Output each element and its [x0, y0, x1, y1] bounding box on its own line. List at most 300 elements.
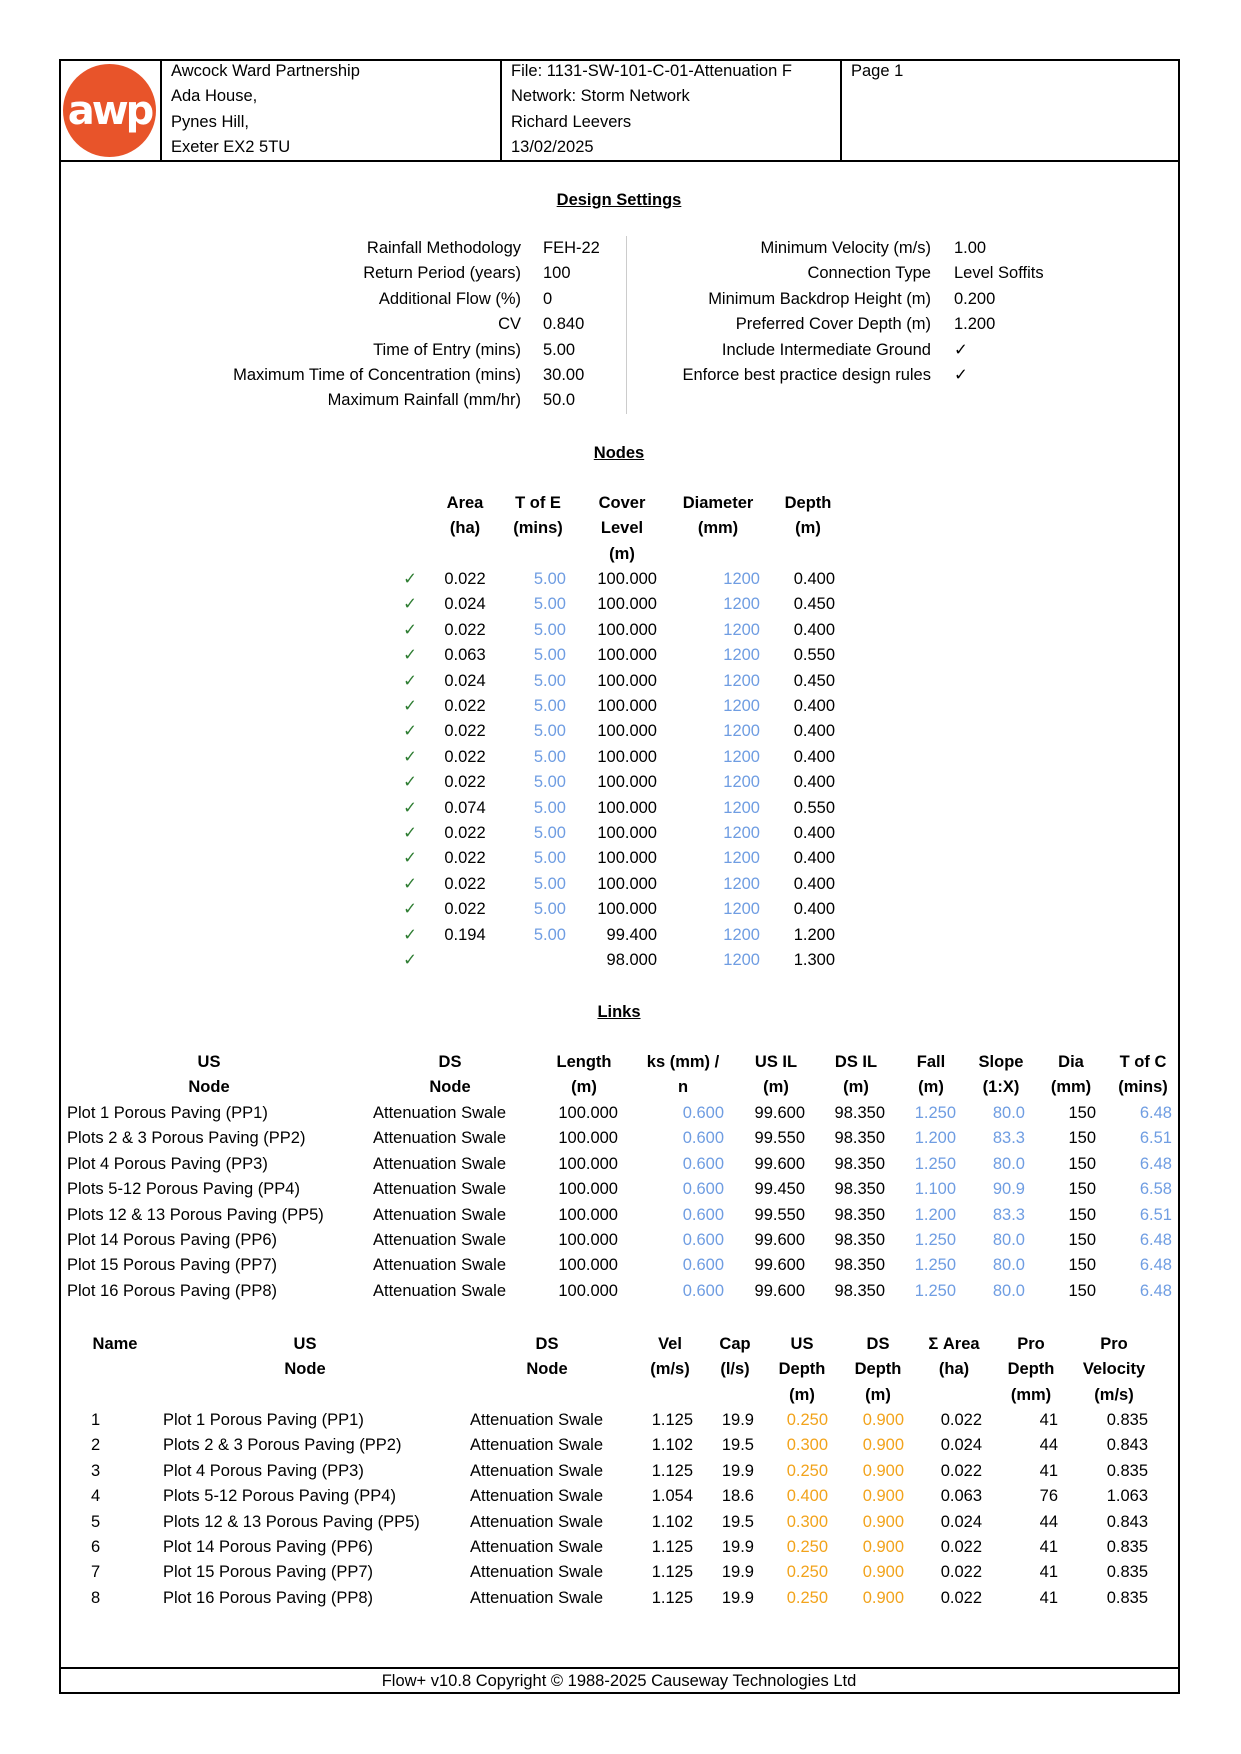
link-result-cell: 1	[91, 1411, 101, 1429]
setting-label: Maximum Rainfall (mm/hr)	[327, 391, 521, 410]
link-cell: Attenuation Swale	[373, 1180, 507, 1199]
link-result-cell: 0.835	[1106, 1538, 1148, 1556]
link-result-cell: 0.250	[786, 1538, 828, 1556]
check-icon: ✓	[403, 570, 417, 588]
link-cell: 150	[1068, 1281, 1096, 1300]
links2-header: Node	[284, 1360, 326, 1379]
node-cell: 1200	[723, 570, 760, 588]
node-cell: 0.022	[444, 824, 486, 842]
node-cell: 5.00	[533, 773, 566, 792]
check-icon: ✓	[403, 722, 417, 741]
link-result-cell: 76	[1039, 1487, 1058, 1506]
link-cell: 0.600	[682, 1154, 724, 1173]
links2-header: DS	[866, 1335, 890, 1353]
links2-header: Σ Area	[928, 1335, 980, 1353]
link-cell: 1.250	[914, 1154, 956, 1173]
links-header: Slope	[978, 1053, 1024, 1071]
node-cell: 0.074	[444, 798, 486, 817]
nodes-header: Cover	[598, 494, 646, 512]
node-cell: 0.022	[444, 747, 486, 766]
link-cell: 80.0	[992, 1231, 1025, 1249]
links2-header: Velocity	[1082, 1360, 1146, 1379]
link-cell: 150	[1068, 1154, 1096, 1173]
check-icon: ✓	[403, 951, 417, 969]
node-cell: 1.200	[793, 925, 835, 944]
node-cell: 0.022	[444, 900, 486, 919]
link-cell: 0.600	[682, 1129, 724, 1148]
link-cell: 99.450	[754, 1180, 805, 1199]
header-col-divider	[160, 59, 162, 161]
link-cell: Attenuation Swale	[373, 1154, 507, 1173]
setting-value: FEH-22	[543, 239, 600, 257]
links2-header: Name	[92, 1335, 138, 1353]
node-cell: 100.000	[597, 747, 657, 766]
node-cell: 5.00	[533, 722, 566, 741]
node-cell: 0.450	[793, 671, 835, 690]
link-cell: 80.0	[992, 1154, 1025, 1173]
link-cell: 99.600	[754, 1231, 805, 1249]
link-result-cell: 1.125	[651, 1538, 693, 1556]
node-cell: 1200	[723, 849, 760, 868]
links2-header: (m)	[789, 1385, 815, 1404]
link-result-cell: Plot 14 Porous Paving (PP6)	[163, 1538, 374, 1556]
link-cell: 83.3	[992, 1129, 1025, 1148]
node-cell: 100.000	[597, 595, 657, 614]
link-result-cell: Plot 4 Porous Paving (PP3)	[163, 1461, 364, 1480]
setting-value: 100	[543, 264, 571, 283]
link-cell: 150	[1068, 1231, 1096, 1249]
node-cell: 0.400	[793, 697, 835, 715]
node-cell: 100.000	[597, 671, 657, 690]
link-result-cell: Attenuation Swale	[470, 1461, 604, 1480]
setting-label: Return Period (years)	[363, 264, 521, 283]
node-cell: 0.400	[793, 773, 835, 792]
links-header: (mm)	[1050, 1078, 1092, 1097]
link-result-cell: Plots 2 & 3 Porous Paving (PP2)	[163, 1436, 402, 1455]
node-cell: 5.00	[533, 900, 566, 919]
link-cell: Attenuation Swale	[373, 1205, 507, 1224]
link-cell: 98.350	[834, 1154, 885, 1173]
links2-header: (ha)	[938, 1360, 970, 1379]
link-result-cell: 0.250	[786, 1563, 828, 1582]
setting-label: Preferred Cover Depth (m)	[735, 315, 931, 334]
link-cell: 150	[1068, 1180, 1096, 1199]
check-icon: ✓	[403, 824, 417, 842]
node-cell: 5.00	[533, 646, 566, 665]
link-result-cell: 0.900	[862, 1512, 904, 1531]
node-cell: 5.00	[533, 747, 566, 766]
link-result-cell: Attenuation Swale	[470, 1436, 604, 1455]
node-cell: 1200	[723, 773, 760, 792]
link-result-cell: Plot 16 Porous Paving (PP8)	[163, 1588, 374, 1607]
link-result-cell: 1.125	[651, 1563, 693, 1582]
link-cell: 1.250	[914, 1256, 956, 1275]
node-cell: 0.400	[793, 874, 835, 893]
link-result-cell: 1.102	[651, 1512, 693, 1531]
node-cell: 5.00	[533, 925, 566, 944]
node-cell: 1200	[723, 620, 760, 639]
links2-header: DS	[535, 1335, 559, 1353]
link-cell: 0.600	[682, 1180, 724, 1199]
link-result-cell: 0.300	[786, 1512, 828, 1531]
link-cell: 99.600	[754, 1256, 805, 1275]
links2-header: Cap	[719, 1335, 751, 1353]
link-cell: 6.51	[1139, 1205, 1172, 1224]
links2-header: Pro	[1017, 1335, 1045, 1353]
node-cell: 0.400	[793, 722, 835, 741]
link-result-cell: 7	[91, 1563, 101, 1582]
node-cell: 100.000	[597, 570, 657, 588]
link-cell: 100.000	[558, 1104, 618, 1122]
links-header: (m)	[763, 1078, 789, 1097]
link-cell: 0.600	[682, 1104, 724, 1122]
link-cell: 98.350	[834, 1129, 885, 1148]
node-cell: 1200	[723, 595, 760, 614]
logo-text: awp	[67, 87, 152, 134]
node-cell: 0.024	[444, 671, 486, 690]
node-cell: 0.022	[444, 570, 486, 588]
link-cell: 99.550	[754, 1129, 805, 1148]
links-header: Node	[188, 1078, 230, 1097]
link-cell: 99.550	[754, 1205, 805, 1224]
header-col-divider	[500, 59, 502, 161]
check-icon: ✓	[403, 874, 417, 893]
link-result-cell: 0.900	[862, 1411, 904, 1429]
node-cell: 0.450	[793, 595, 835, 614]
link-result-cell: 0.900	[862, 1538, 904, 1556]
links-header: (m)	[571, 1078, 597, 1097]
check-icon: ✓	[403, 773, 417, 792]
link-result-cell: 0.400	[786, 1487, 828, 1506]
nodes-header: T of E	[515, 494, 561, 512]
node-cell: 5.00	[533, 697, 566, 715]
links2-header: Node	[526, 1360, 568, 1379]
node-cell: 0.022	[444, 620, 486, 639]
link-result-cell: 1.063	[1106, 1487, 1148, 1506]
link-result-cell: 0.835	[1106, 1411, 1148, 1429]
link-cell: Plots 12 & 13 Porous Paving (PP5)	[67, 1205, 324, 1224]
links-header: n	[677, 1078, 689, 1097]
node-cell: 100.000	[597, 824, 657, 842]
links-header: ks (mm) /	[646, 1053, 720, 1071]
link-result-cell: 0.022	[940, 1538, 982, 1556]
node-cell: 0.400	[793, 570, 835, 588]
check-icon: ✓	[403, 620, 417, 639]
nodes-header: (m)	[609, 544, 635, 563]
link-result-cell: 0.900	[862, 1436, 904, 1455]
node-cell: 0.022	[444, 874, 486, 893]
link-cell: 98.350	[834, 1281, 885, 1300]
links2-header: (m)	[865, 1385, 891, 1404]
link-result-cell: 0.900	[862, 1588, 904, 1607]
link-cell: 100.000	[558, 1129, 618, 1148]
setting-value: 0	[543, 289, 553, 308]
node-cell: 0.550	[793, 798, 835, 817]
link-result-cell: 1.125	[651, 1588, 693, 1607]
node-cell: 1.300	[793, 951, 835, 969]
link-cell: 83.3	[992, 1205, 1025, 1224]
file-info-line: Network: Storm Network	[511, 87, 690, 106]
setting-label: Minimum Backdrop Height (m)	[708, 289, 931, 308]
node-cell: 1200	[723, 646, 760, 665]
links-header: (m)	[843, 1078, 869, 1097]
link-cell: 0.600	[682, 1281, 724, 1300]
link-result-cell: 19.9	[721, 1588, 754, 1607]
setting-label: CV	[498, 315, 521, 334]
setting-value: ✓	[954, 340, 968, 359]
link-cell: 1.250	[914, 1281, 956, 1300]
link-cell: 98.350	[834, 1180, 885, 1199]
link-cell: 80.0	[992, 1256, 1025, 1275]
setting-value: 50.0	[543, 391, 576, 410]
link-result-cell: 19.9	[721, 1538, 754, 1556]
setting-label: Minimum Velocity (m/s)	[760, 239, 931, 257]
link-result-cell: 0.250	[786, 1461, 828, 1480]
check-icon: ✓	[403, 671, 417, 690]
link-cell: 98.350	[834, 1205, 885, 1224]
link-result-cell: Attenuation Swale	[470, 1487, 604, 1506]
links2-header: Depth	[778, 1360, 826, 1379]
setting-label: Connection Type	[807, 264, 931, 283]
awp-logo	[63, 64, 156, 157]
link-cell: 6.48	[1139, 1256, 1172, 1275]
link-cell: 100.000	[558, 1231, 618, 1249]
node-cell: 5.00	[533, 874, 566, 893]
link-cell: 98.350	[834, 1231, 885, 1249]
link-result-cell: 44	[1039, 1512, 1058, 1531]
link-cell: 1.200	[914, 1129, 956, 1148]
link-result-cell: Plot 1 Porous Paving (PP1)	[163, 1411, 364, 1429]
check-icon: ✓	[403, 646, 417, 665]
node-cell: 1200	[723, 722, 760, 741]
node-cell: 5.00	[533, 620, 566, 639]
link-result-cell: Plot 15 Porous Paving (PP7)	[163, 1563, 374, 1582]
link-cell: 90.9	[992, 1180, 1025, 1199]
link-cell: 0.600	[682, 1231, 724, 1249]
setting-value: 30.00	[543, 366, 585, 384]
link-cell: 100.000	[558, 1180, 618, 1199]
link-cell: Attenuation Swale	[373, 1256, 507, 1275]
link-result-cell: 0.022	[940, 1411, 982, 1429]
company-line: Awcock Ward Partnership	[171, 62, 360, 80]
link-result-cell: 5	[91, 1512, 101, 1531]
setting-value: Level Soffits	[954, 264, 1044, 283]
link-result-cell: 0.900	[862, 1487, 904, 1506]
link-result-cell: 41	[1039, 1563, 1058, 1582]
link-cell: 150	[1068, 1205, 1096, 1224]
company-line: Exeter EX2 5TU	[171, 138, 291, 157]
node-cell: 100.000	[597, 646, 657, 665]
node-cell: 0.400	[793, 824, 835, 842]
node-cell: 100.000	[597, 900, 657, 919]
node-cell: 100.000	[597, 874, 657, 893]
links2-header: US	[293, 1335, 317, 1353]
nodes-header: Diameter	[682, 494, 754, 512]
node-cell: 1200	[723, 900, 760, 919]
check-icon: ✓	[403, 595, 417, 614]
company-line: Pynes Hill,	[171, 112, 249, 131]
setting-value: 5.00	[543, 340, 576, 359]
link-result-cell: 0.024	[940, 1436, 982, 1455]
node-cell: 0.194	[444, 925, 486, 944]
link-result-cell: 41	[1039, 1461, 1058, 1480]
link-result-cell: 1.102	[651, 1436, 693, 1455]
link-cell: 6.58	[1139, 1180, 1172, 1199]
links2-header: Pro	[1100, 1335, 1128, 1353]
links2-header: US	[790, 1335, 814, 1353]
link-result-cell: 1.054	[651, 1487, 693, 1506]
links2-header: Vel	[658, 1335, 682, 1353]
link-result-cell: 19.9	[721, 1563, 754, 1582]
link-result-cell: 19.9	[721, 1461, 754, 1480]
node-cell: 1200	[723, 925, 760, 944]
link-result-cell: 0.250	[786, 1588, 828, 1607]
links-header: US	[197, 1053, 221, 1071]
links-header: US IL	[754, 1053, 798, 1071]
link-result-cell: 6	[91, 1538, 101, 1556]
node-cell: 5.00	[533, 570, 566, 588]
node-cell: 0.400	[793, 747, 835, 766]
link-cell: 80.0	[992, 1281, 1025, 1300]
link-cell: Attenuation Swale	[373, 1104, 507, 1122]
footer-copyright: Flow+ v10.8 Copyright © 1988-2025 Causeway Technologies Ltd	[381, 1672, 857, 1690]
nodes-header: (mins)	[513, 519, 563, 538]
node-cell: 5.00	[533, 824, 566, 842]
page-number: Page 1	[851, 62, 904, 80]
node-cell: 1200	[723, 874, 760, 893]
link-result-cell: Plots 12 & 13 Porous Paving (PP5)	[163, 1512, 420, 1531]
link-cell: Plot 16 Porous Paving (PP8)	[67, 1281, 278, 1300]
nodes-header: (ha)	[449, 519, 481, 538]
link-cell: 1.250	[914, 1104, 956, 1122]
node-cell: 0.400	[793, 900, 835, 919]
node-cell: 0.022	[444, 773, 486, 792]
node-cell: 5.00	[533, 798, 566, 817]
check-icon: ✓	[403, 925, 417, 944]
link-result-cell: Attenuation Swale	[470, 1588, 604, 1607]
settings-divider	[626, 236, 627, 414]
link-result-cell: Attenuation Swale	[470, 1411, 604, 1429]
link-result-cell: 19.9	[721, 1411, 754, 1429]
links-header: (1:X)	[982, 1078, 1020, 1097]
setting-label: Additional Flow (%)	[378, 289, 521, 308]
node-cell: 1200	[723, 798, 760, 817]
link-result-cell: 0.063	[940, 1487, 982, 1506]
link-result-cell: 41	[1039, 1411, 1058, 1429]
link-cell: Attenuation Swale	[373, 1129, 507, 1148]
link-cell: Plot 14 Porous Paving (PP6)	[67, 1231, 278, 1249]
link-result-cell: 4	[91, 1487, 101, 1506]
file-info-line: 13/02/2025	[511, 138, 594, 157]
link-result-cell: 0.300	[786, 1436, 828, 1455]
link-result-cell: Attenuation Swale	[470, 1512, 604, 1531]
setting-label: Maximum Time of Concentration (mins)	[233, 366, 521, 384]
link-result-cell: 19.5	[721, 1436, 754, 1455]
link-cell: Plots 2 & 3 Porous Paving (PP2)	[67, 1129, 306, 1148]
link-cell: 98.350	[834, 1104, 885, 1122]
nodes-header: Area	[446, 494, 484, 512]
link-cell: Plots 5-12 Porous Paving (PP4)	[67, 1180, 300, 1199]
link-cell: 100.000	[558, 1205, 618, 1224]
check-icon: ✓	[403, 900, 417, 919]
node-cell: 1200	[723, 671, 760, 690]
link-result-cell: Plots 5-12 Porous Paving (PP4)	[163, 1487, 396, 1506]
links-header: Length	[556, 1053, 612, 1071]
link-cell: 1.200	[914, 1205, 956, 1224]
node-cell: 5.00	[533, 849, 566, 868]
check-icon: ✓	[403, 697, 417, 715]
file-info-line: File: 1131-SW-101-C-01-Attenuation F	[511, 62, 792, 80]
links-header: DS IL	[834, 1053, 878, 1071]
node-cell: 5.00	[533, 595, 566, 614]
links2-header: Depth	[1007, 1360, 1055, 1379]
link-result-cell: 0.024	[940, 1512, 982, 1531]
link-result-cell: 0.022	[940, 1588, 982, 1607]
links2-header: Depth	[854, 1360, 902, 1379]
link-cell: 150	[1068, 1104, 1096, 1122]
nodes-header: (m)	[795, 519, 821, 538]
link-cell: 1.100	[914, 1180, 956, 1199]
link-cell: 100.000	[558, 1281, 618, 1300]
node-cell: 1200	[723, 697, 760, 715]
node-cell: 0.022	[444, 849, 486, 868]
link-result-cell: 0.835	[1106, 1563, 1148, 1582]
setting-value: 0.840	[543, 315, 585, 334]
link-cell: 99.600	[754, 1281, 805, 1300]
links-header: Fall	[916, 1053, 946, 1071]
link-cell: 0.600	[682, 1256, 724, 1275]
node-cell: 99.400	[606, 925, 657, 944]
links2-header: (m/s)	[1094, 1385, 1134, 1404]
link-result-cell: 8	[91, 1588, 101, 1607]
node-cell: 0.022	[444, 722, 486, 741]
link-cell: 0.600	[682, 1205, 724, 1224]
link-cell: 6.48	[1139, 1231, 1172, 1249]
node-cell: 0.550	[793, 646, 835, 665]
node-cell: 0.063	[444, 646, 486, 665]
nodes-header: Depth	[784, 494, 832, 512]
node-cell: 100.000	[597, 849, 657, 868]
header-col-divider	[840, 59, 842, 161]
node-cell: 1200	[723, 951, 760, 969]
links-header: (mins)	[1118, 1078, 1168, 1097]
node-cell: 100.000	[597, 697, 657, 715]
link-result-cell: 0.250	[786, 1411, 828, 1429]
link-result-cell: 1.125	[651, 1411, 693, 1429]
node-cell: 1200	[723, 747, 760, 766]
links2-header: (mm)	[1010, 1385, 1052, 1404]
link-cell: 80.0	[992, 1104, 1025, 1122]
link-cell: Plot 4 Porous Paving (PP3)	[67, 1154, 268, 1173]
link-cell: 6.51	[1139, 1129, 1172, 1148]
link-result-cell: 0.843	[1106, 1512, 1148, 1531]
setting-value: 1.200	[954, 315, 996, 334]
link-result-cell: 41	[1039, 1538, 1058, 1556]
link-cell: 99.600	[754, 1154, 805, 1173]
header-divider	[59, 160, 1180, 162]
links-header: Node	[429, 1078, 471, 1097]
links2-header: (m/s)	[650, 1360, 690, 1379]
link-result-cell: 44	[1039, 1436, 1058, 1455]
link-result-cell: 0.835	[1106, 1588, 1148, 1607]
nodes-header: Level	[600, 519, 644, 538]
link-cell: Plot 15 Porous Paving (PP7)	[67, 1256, 278, 1275]
setting-value: ✓	[954, 366, 968, 384]
link-result-cell: 0.022	[940, 1563, 982, 1582]
link-cell: 100.000	[558, 1154, 618, 1173]
link-result-cell: Attenuation Swale	[470, 1563, 604, 1582]
links-header: Dia	[1058, 1053, 1084, 1071]
